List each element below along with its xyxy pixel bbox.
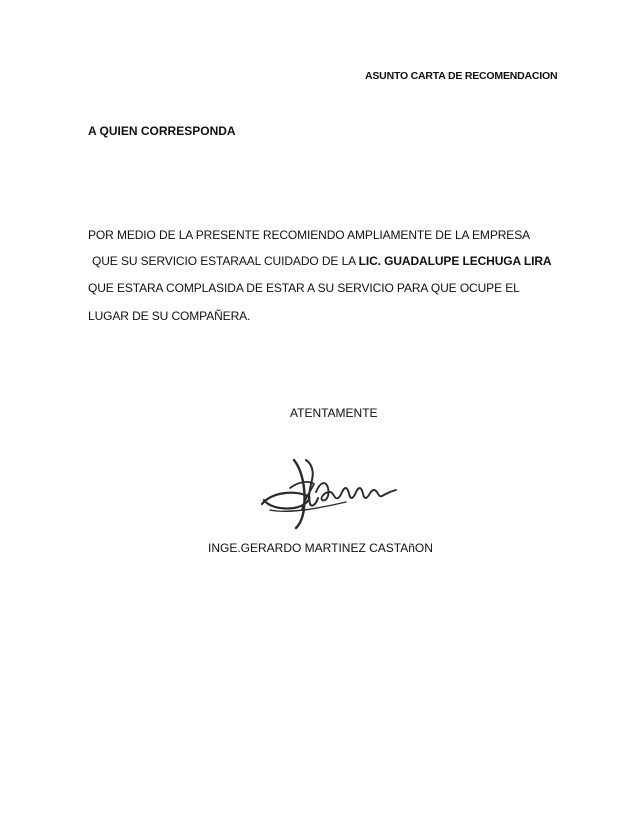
- body-line-2: [92, 254, 551, 268]
- signer-name: INGE.GERARDO MARTINEZ CASTAñON: [208, 541, 433, 555]
- body-line-3: QUE ESTARA COMPLASIDA DE ESTAR A SU SERVICIO PARA QUE OCUPE EL: [88, 281, 520, 295]
- body-line-2-text: QUE SU SERVICIO ESTARAAL CUIDADO DE LA: [92, 254, 359, 268]
- body-line-1: POR MEDIO DE LA PRESENTE RECOMIENDO AMPLIAMENTE DE LA EMPRESA: [88, 228, 531, 242]
- letter-salutation: A QUIEN CORRESPONDA: [88, 124, 236, 138]
- letter-subject: ASUNTO CARTA DE RECOMENDACION: [365, 70, 558, 82]
- body-line-4: LUGAR DE SU COMPAÑERA.: [88, 309, 251, 323]
- signature-icon: [250, 448, 410, 538]
- letter-closing: ATENTAMENTE: [290, 406, 378, 420]
- recommended-person-name: LIC. GUADALUPE LECHUGA LIRA: [358, 254, 552, 268]
